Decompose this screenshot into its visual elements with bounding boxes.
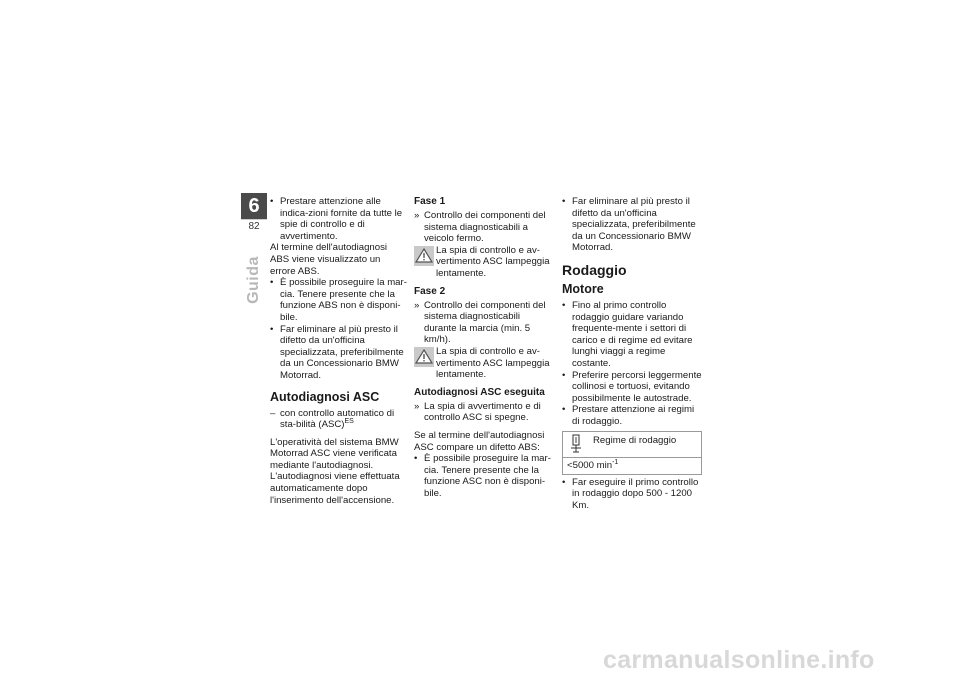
- list-item: • Far eseguire il primo controllo in rodaggio dopo 500 - 1200 Km.: [562, 476, 699, 511]
- list-item: • Prestare attenzione ai regimi di rodaggio.: [562, 404, 695, 427]
- list-item: • Far eliminare al più presto il difetto da un'officina specializzata, preferibilmente da un Concessionario BMW Motorrad.: [562, 196, 696, 254]
- section-heading: Rodaggio: [562, 261, 627, 278]
- step-heading: Fase 2: [414, 285, 446, 297]
- list-item: • È possibile proseguire la mar-cia. Tenere presente che la funzione ABS non è disponi-bile.: [270, 277, 407, 323]
- table-header-row: [563, 432, 701, 458]
- list-item: » La spia di avvertimento e di controllo ASC si spegne.: [414, 400, 541, 424]
- list-item: – con controllo automatico di sta-bilità (ASC)$^{ES}$: [270, 407, 395, 431]
- chapter-tab: [241, 193, 267, 234]
- subsection-heading: Motore: [562, 281, 604, 296]
- list-item: » Controllo dei componenti del sistema diagnosticabili durante la marcia (min. 5 km/h).: [414, 299, 546, 346]
- paragraph: Al termine dell'autodiagnosi ABS viene visualizzato un errore ABS.: [270, 242, 388, 277]
- page-number: 82: [241, 219, 267, 234]
- table-value-row: <5000 $\min^{-1}$: [567, 458, 619, 471]
- paragraph: L'operatività del sistema BMW Motorrad ASC viene verificata mediante l'autodiagnosi. L'autodiagnosi viene effettuata automaticamente dopo l'inserimento dell'accensione.: [270, 436, 400, 506]
- tachometer-icon: [569, 434, 583, 454]
- step-heading: Autodiagnosi ASC eseguita: [414, 386, 545, 398]
- step-heading: Fase 1: [414, 196, 446, 207]
- column-2: [414, 196, 554, 499]
- paragraph: Se al termine dell'autodiagnosi ASC compare un difetto ABS:: [414, 429, 545, 453]
- list-item: » Controllo dei componenti del sistema diagnosticabili a veicolo fermo.: [414, 210, 546, 245]
- table-label: Regime di rodaggio: [593, 434, 677, 446]
- warning-note: La spia di controllo e av-vertimento ASC lampeggia lentamente.: [414, 245, 554, 280]
- list-item: • È possibile proseguire la mar-cia. Tenere presente che la funzione ASC non è disponi-bile.: [414, 453, 551, 499]
- watermark: carmanualsonline.info: [603, 646, 875, 674]
- list-item: • Prestare attenzione alle indica-zioni fornite da tutte le spie di controllo e di avvertimento.: [270, 196, 403, 242]
- asc-warning-icon: [414, 246, 434, 266]
- list-item: • Far eliminare al più presto il difetto da un'officina specializzata, preferibilmente da un Concessionario BMW Motorrad.: [270, 323, 404, 381]
- list-item: • Fino al primo controllo rodaggio guidare variando frequente-mente i settori di carico e di regime ed evitare lunghi viaggi a regime costante.: [562, 299, 693, 369]
- warning-note: La spia di controllo e av-vertimento ASC lampeggia lentamente.: [414, 346, 554, 381]
- section-heading: Autodiagnosi ASC: [270, 389, 380, 404]
- chapter-title: Guida: [245, 256, 263, 304]
- break-in-table: [562, 431, 702, 475]
- table-value: <5000 min: [567, 459, 613, 471]
- list-item: • Preferire percorsi leggermente collinosi e tortuosi, evitando possibilmente le autostrade.: [562, 369, 702, 404]
- column-3: [562, 196, 702, 511]
- asc-warning-icon: [414, 347, 434, 367]
- chapter-number: 6: [241, 193, 267, 219]
- column-1: [270, 196, 408, 506]
